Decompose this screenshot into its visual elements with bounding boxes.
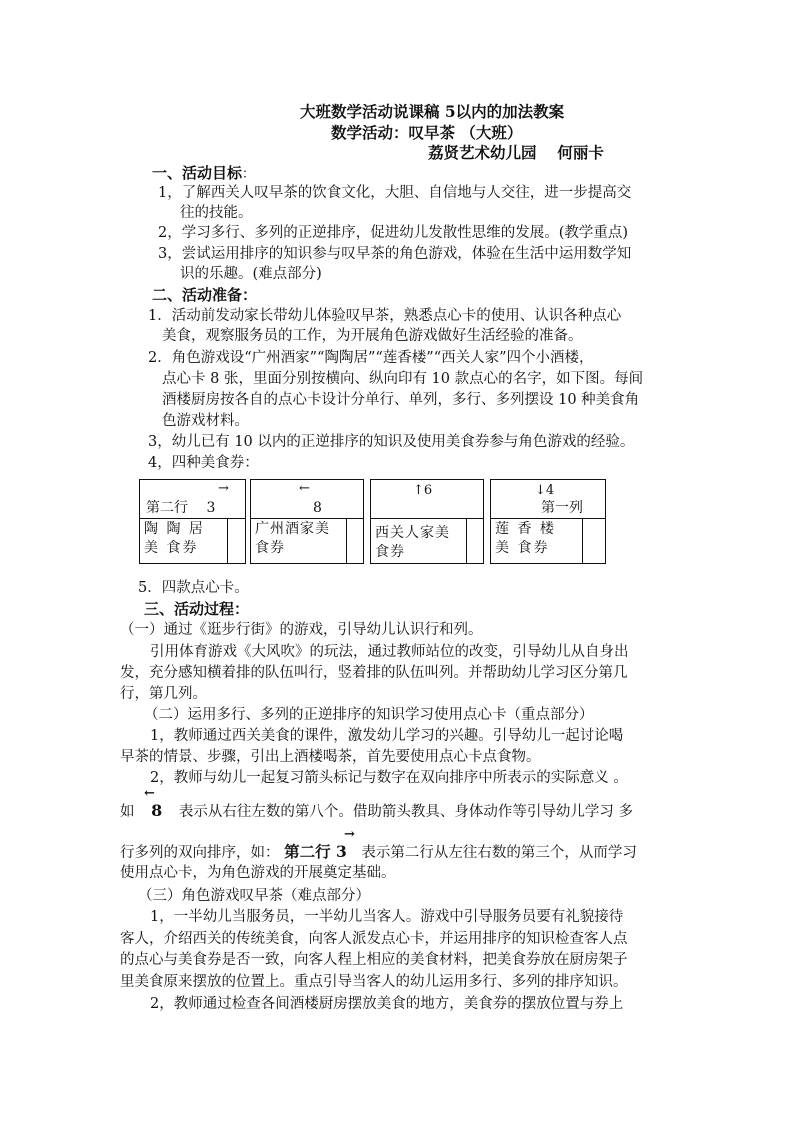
process-part-1: （一）通过《逛步行街》的游戏，引导幼儿认识行和列。: [120, 622, 483, 638]
prep-2-cont-b: 酒楼厨房按各自的点心卡设计分单行、单列，多行、多列摆设 10 种美食角: [162, 392, 640, 408]
process-para: 客人，介绍西关的传统美食，向客人派发点心卡，并运用排序的知识检查客人点: [120, 931, 628, 947]
prep-1: 1．活动前发动家长带幼儿体验叹早茶，熟悉点心卡的使用、认识各种点心: [148, 308, 622, 324]
example-prefix: 如: [120, 804, 135, 820]
goal-1: 1，了解西关人叹早茶的饮食文化，大胆、自信地与人交往，进一步提高交: [158, 185, 632, 201]
process-para: 的点心与美食券是否一致，向客人程上相应的美食材料，把美食券放在厨房架子: [120, 952, 628, 968]
coupon-header: [491, 480, 605, 519]
example-number: 8: [151, 801, 163, 820]
coupon-name: 莲 香 楼 美 食券: [491, 518, 583, 563]
right-arrow-icon: →: [218, 481, 229, 496]
coupon-body: [251, 518, 363, 563]
example-bold: 第二行 3: [284, 842, 347, 861]
prep-4: 4，四种美食券：: [148, 455, 259, 471]
coupon-header: [140, 480, 245, 519]
example-text: 表示第二行从左往右数的第三个，从而学习: [361, 845, 637, 861]
coupon-header: [371, 480, 483, 519]
coupon-xiguan: [370, 479, 484, 564]
example-prefix: 行多列的双向排序，如：: [120, 845, 280, 861]
section-heading-prep: 二、活动准备：: [152, 286, 258, 304]
left-arrow-icon: ←: [299, 481, 310, 496]
process-para: 1，教师通过西关美食的课件，激发幼儿学习的兴趣。引导幼儿一起讨论喝: [150, 728, 624, 744]
document-subtitle: 数学活动：叹早茶 （大班）: [331, 123, 523, 142]
goal-1-cont: 往的技能。: [180, 205, 253, 221]
coupon-name: 西关人家美食券: [371, 518, 467, 563]
prep-2-cont-c: 色游戏材料。: [162, 413, 249, 429]
goals-heading-text: 一、活动目标: [152, 164, 243, 182]
left-arrow-icon: ←: [144, 786, 155, 801]
coupon-position: 第二行 3: [146, 500, 216, 516]
coupon-body: [371, 518, 483, 563]
coupon-header: [251, 480, 363, 519]
prep-1-cont: 美食，观察服务员的工作，为开展角色游戏做好生活经验的准备。: [162, 328, 583, 344]
process-part-3: （三）角色游戏叹早茶（难点部分）: [138, 888, 370, 904]
author-line: 荔贤艺术幼儿园 何丽卡: [428, 143, 604, 162]
right-arrow-icon: →: [344, 827, 355, 842]
up-arrow-icon: ↑6: [413, 483, 433, 498]
coupon-body: [140, 518, 245, 563]
prep-2-cont-a: 点心卡 8 张，里面分别按横向、纵向印有 10 款点心的名字，如下图。每间: [162, 371, 644, 387]
coupon-body: [491, 518, 605, 563]
process-example-1: [120, 801, 633, 822]
goals-heading-colon: ：: [242, 167, 256, 182]
process-example-2: [120, 842, 637, 863]
coupon-lianxianglou: [490, 479, 606, 564]
goal-2: 2，学习多行、多列的正逆排序，促进幼儿发散性思维的发展。(教学重点): [158, 225, 629, 241]
prep-3: 3，幼儿已有 10 以内的正逆排序的知识及使用美食券参与角色游戏的经验。: [148, 434, 635, 450]
goal-3-cont: 识的乐趣。(难点部分): [180, 266, 322, 282]
process-para: 早茶的情景、步骤，引出上酒楼喝茶，首先要使用点心卡点食物。: [120, 749, 541, 765]
coupon-name: 陶 陶 居 美 食券: [140, 518, 228, 563]
process-para: 行，第几列。: [120, 686, 207, 702]
coupon-taotaoju: [139, 479, 246, 564]
process-para: 里美食原来摆放的位置上。重点引导当客人的幼儿运用多行、多列的排序知识。: [120, 974, 628, 990]
prep-5: 5．四款点心卡。: [138, 580, 249, 596]
process-para: 1，一半幼儿当服务员，一半幼儿当客人。游戏中引导服务员要有礼貌接待: [150, 909, 624, 925]
process-para: 2，教师通过检查各间酒楼厨房摆放美食的地方，美食券的摆放位置与券上: [150, 996, 624, 1012]
document-title: 大班数学活动说课稿 5以内的加法教案: [300, 102, 565, 121]
coupon-guangzhou: [250, 479, 364, 564]
section-heading-process: 三、活动过程：: [144, 600, 250, 618]
section-heading-goals: [152, 163, 255, 185]
coupon-name: 广州酒家美食券: [251, 518, 347, 563]
process-para: 2，教师与幼儿一起复习箭头标记与数字在双向排序中所表示的实际意义 。: [150, 770, 628, 786]
process-part-2: （二）运用多行、多列的正逆排序的知识学习使用点心卡（重点部分）: [144, 707, 594, 723]
goal-3: 3，尝试运用排序的知识参与叹早茶的角色游戏，体验在生活中运用数学知: [158, 246, 632, 262]
down-arrow-icon: ↓4: [535, 483, 555, 498]
example-text: 表示从右往左数的第八个。借助箭头教具、身体动作等引导幼儿学习 多: [178, 804, 633, 820]
process-para: 引用体育游戏《大风吹》的玩法，通过教师站位的改变，引导幼儿从自身出: [150, 644, 629, 660]
coupon-position: 8: [313, 500, 322, 516]
process-para: 发，充分感知横着排的队伍叫行，竖着排的队伍叫列。并帮助幼儿学习区分第几: [120, 665, 628, 681]
process-para: 使用点心卡，为角色游戏的开展奠定基础。: [120, 865, 396, 881]
prep-2: 2．角色游戏设“广州酒家”“陶陶居”“莲香楼”“西关人家”四个小酒楼，: [148, 350, 594, 366]
coupon-position: 第一列: [541, 500, 583, 516]
